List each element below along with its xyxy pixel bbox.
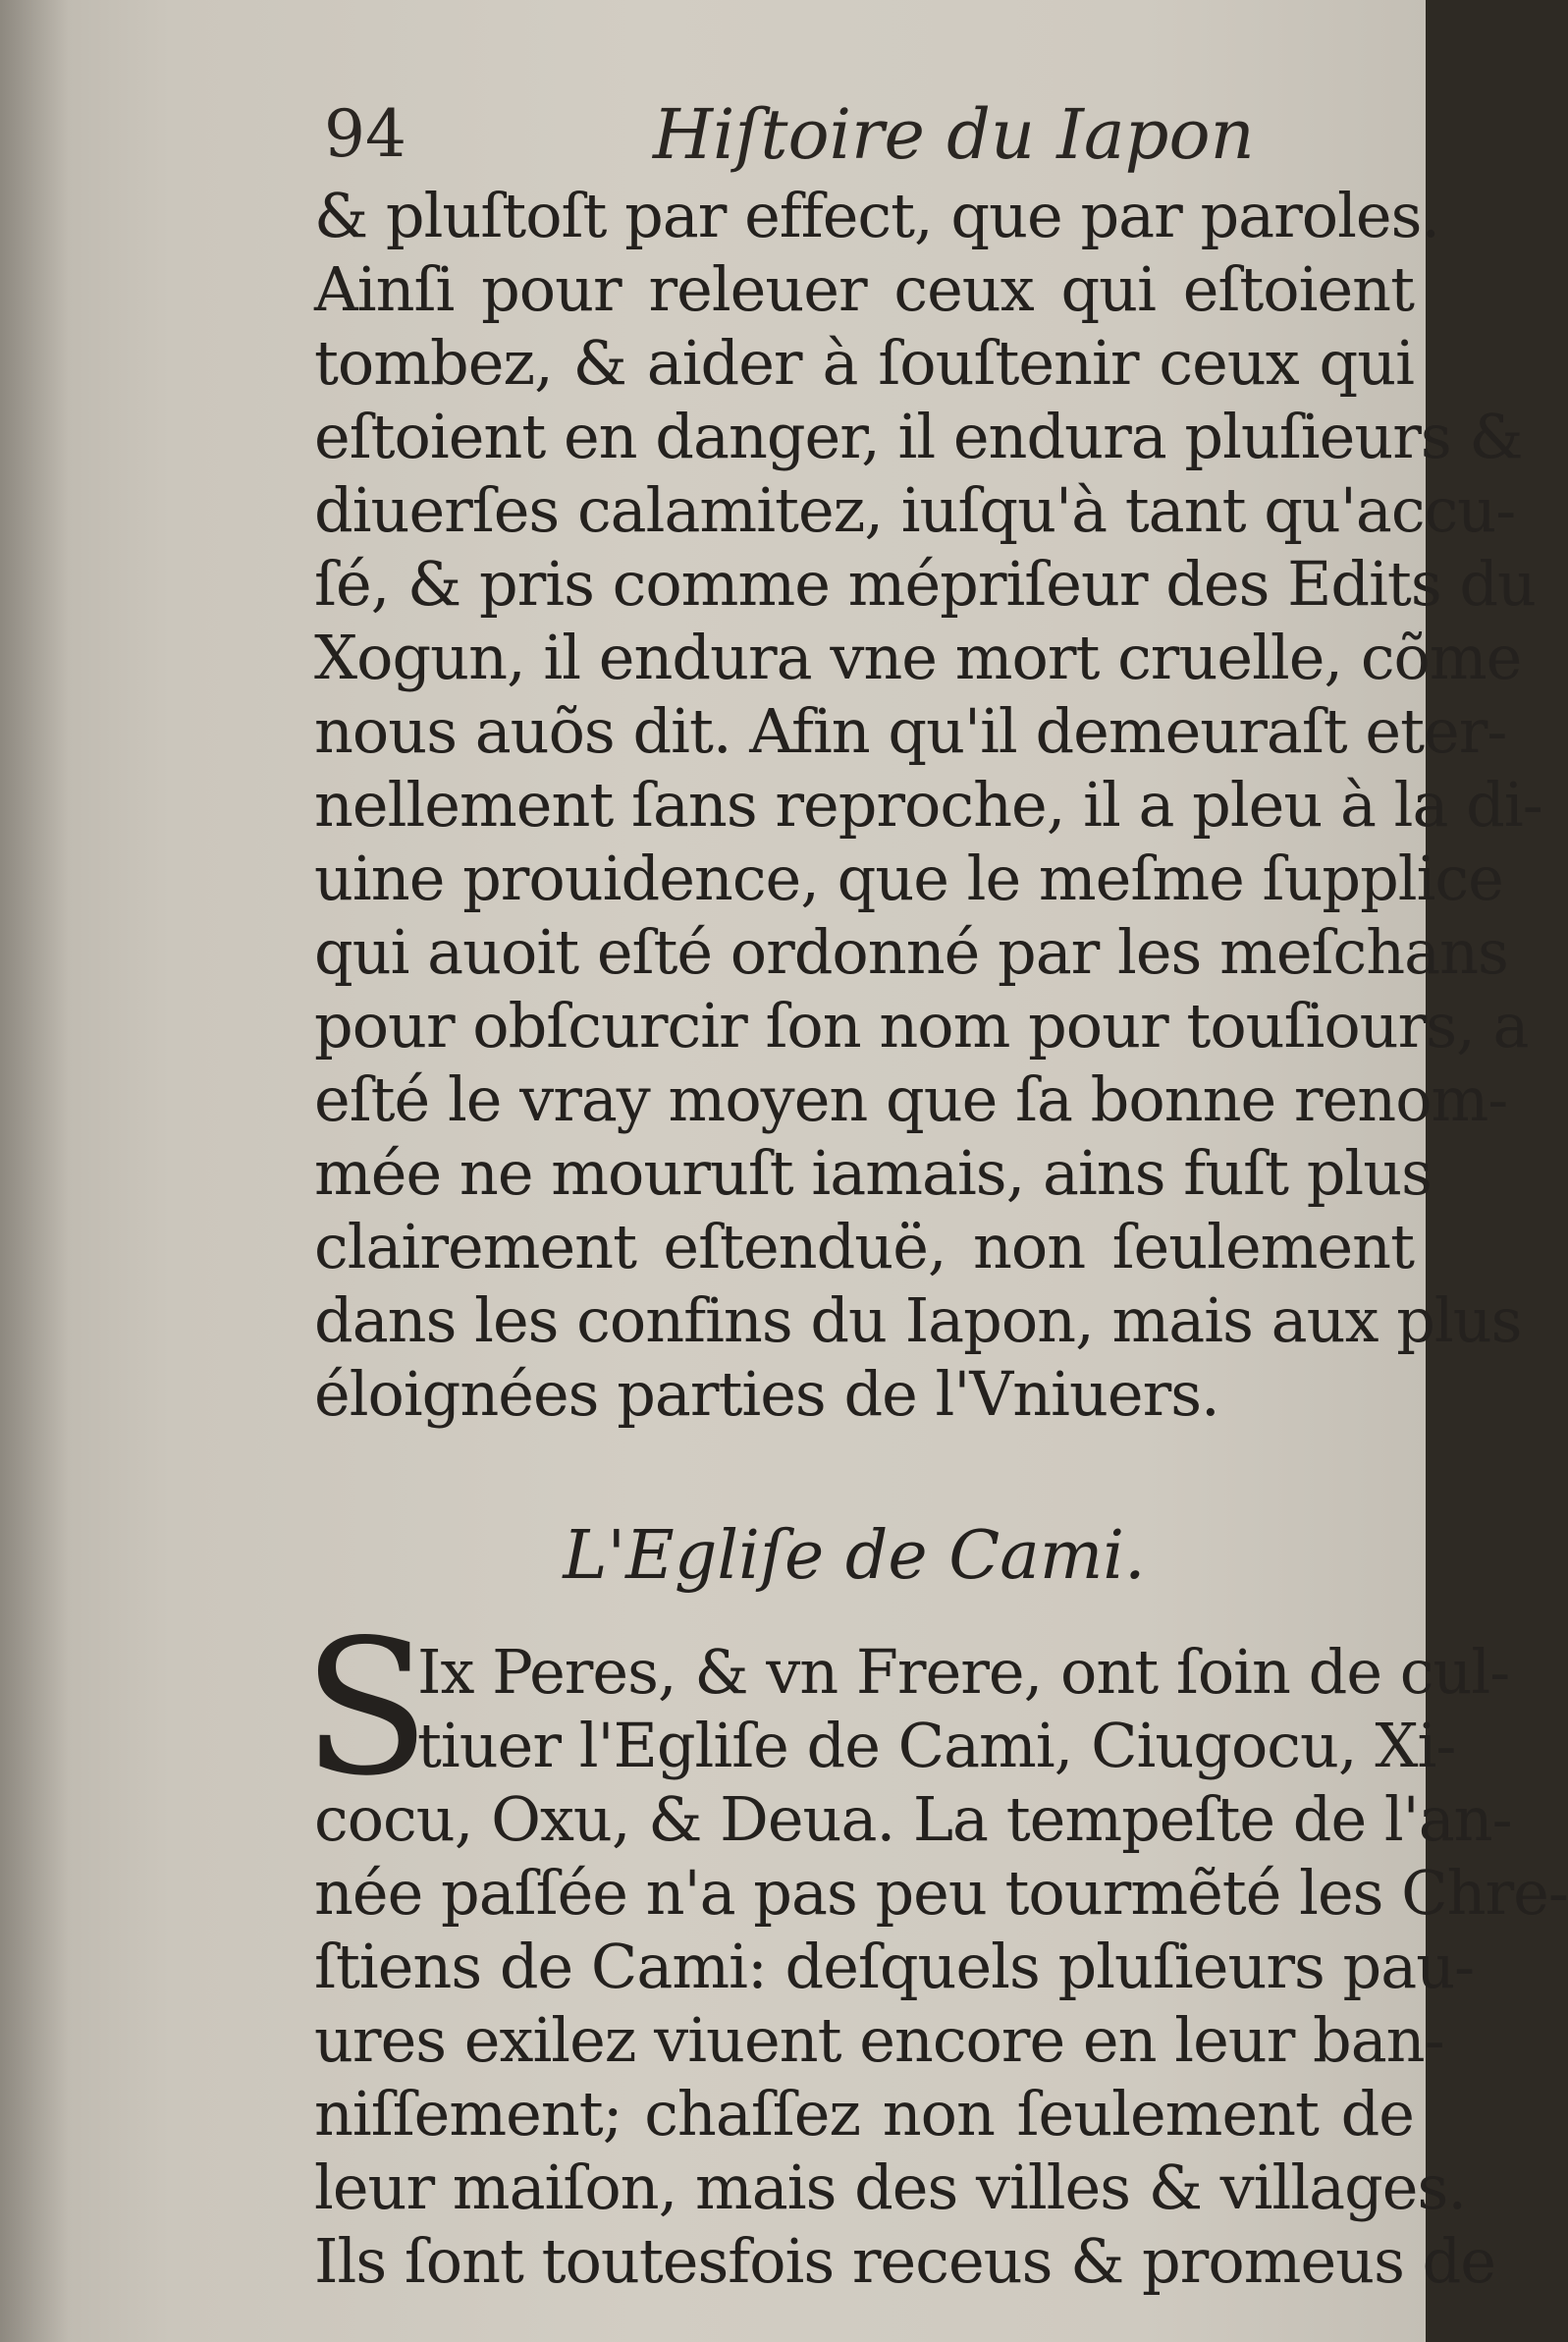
text-line: cocu, Oxu, & Deua. La tempeſte de l'an- (314, 1783, 1512, 1855)
text-line: clairement eſtenduë, non ſeulement (314, 1211, 1414, 1282)
body-text (314, 179, 1542, 1431)
text-line: ſtiens de Cami: deſquels pluſieurs pau- (314, 1931, 1475, 2002)
text-line: dans les confins du Iapon, mais aux plus (314, 1284, 1522, 1356)
drop-cap: S (302, 1600, 431, 1817)
gutter-shadow (0, 0, 69, 2342)
section-body-text (302, 1600, 1568, 2298)
text-line: niſſement; chaſſez non ſeulement de (314, 2078, 1414, 2150)
text-line: éloignées parties de l'Vniuers. (314, 1358, 1219, 1430)
text-line: eſté le vray moyen que ſa bonne renom- (314, 1063, 1508, 1135)
text-line: Ix Peres, & vn Frere, ont ſoin de cul- (417, 1636, 1510, 1708)
text-line: née paſſée n'a pas peu tourmẽté les Chre- (314, 1857, 1568, 1929)
running-head (324, 90, 1306, 179)
text-line: tiuer l'Egliſe de Cami, Ciugocu, Xi- (417, 1710, 1456, 1781)
text-line: & pluſtoſt par effect, que par paroles. (314, 180, 1440, 251)
text-line: ſé, & pris comme mépriſeur des Edits du (314, 548, 1536, 620)
running-title: Hiſtoire du Iapon (653, 94, 1255, 175)
text-line: pour obſcurcir ſon nom pour touſiours, a (314, 990, 1529, 1062)
text-line: eſtoient en danger, il endura pluſieurs & (314, 401, 1523, 472)
text-line: mée ne mouruſt iamais, ains fuſt plus (314, 1137, 1432, 1209)
page-number: 94 (324, 96, 406, 172)
text-line: Ainſi pour releuer ceux qui eſtoient (314, 253, 1414, 325)
text-line: ures exilez viuent encore en leur ban- (314, 2004, 1444, 2076)
text-line: Ils ſont toutesfois receus & promeus de (314, 2225, 1495, 2297)
text-line: nellement ſans reproche, il a pleu à la di- (314, 769, 1542, 841)
text-line: nous auõs dit. Afin qu'il demeuraſt eter- (314, 695, 1507, 767)
text-line: qui auoit eſté ordonné par les meſchans (314, 916, 1508, 988)
text-line: diuerſes calamitez, iuſqu'à tant qu'accu- (314, 474, 1516, 546)
text-line: tombez, & aider à ſouſtenir ceux qui (314, 327, 1414, 399)
text-line: leur maiſon, mais des villes & villages. (314, 2151, 1467, 2223)
text-line: Xogun, il endura vne mort cruelle, cõme (314, 622, 1522, 693)
text-line: uine prouidence, que le meſme ſupplice (314, 843, 1503, 914)
section-heading: L'Egliſe de Cami. (563, 1517, 1146, 1595)
